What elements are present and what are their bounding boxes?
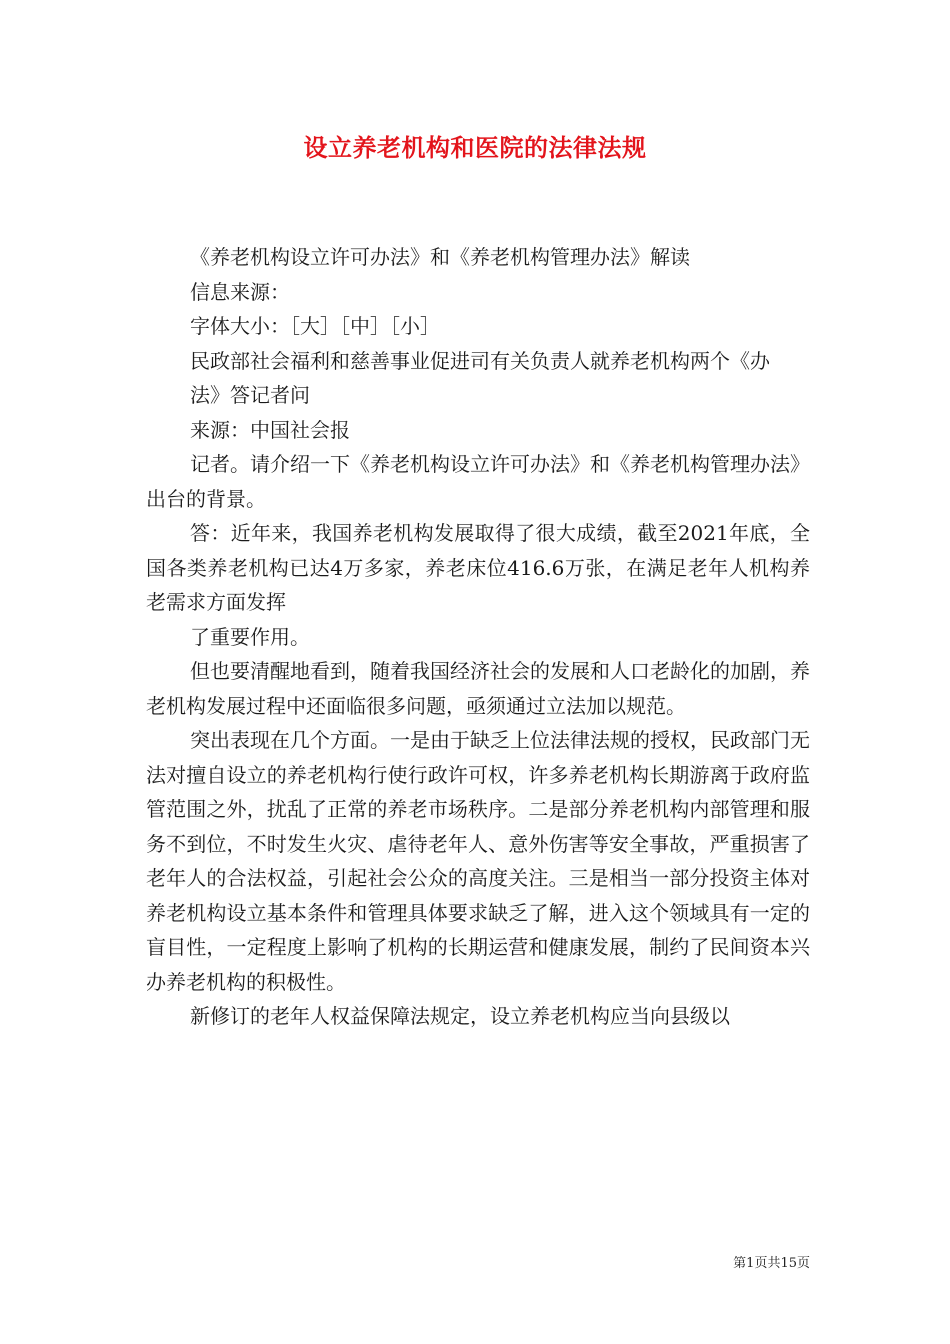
paragraph-problems-detail: 突出表现在几个方面。一是由于缺乏上位法律法规的授权，民政部门无法对擅自设立的养老机构行使行政许可权，许多养老机构长期游离于政府监管范围之外，扰乱了正常的养老市场秩序。二是部分养老机构内部管理和服务不到位，不时发生火灾、虐待老年人、意外伤害等安全事故，严重损害了老年人的合法权益，引起社会公众的高度关注。三是相当一部分投资主体对养老机构设立基本条件和管理具体要求缺乏了解，进入这个领域具有一定的盲目性，一定程度上影响了机构的长期运营和健康发展，制约了民间资本兴办养老机构的积极性。 (146, 728, 810, 994)
paragraph-question: 记者。请介绍一下《养老机构设立许可办法》和《养老机构管理办法》出台的背景。 (146, 452, 810, 511)
paragraph-answer-continuation: 了重要作用。 (190, 624, 310, 649)
paragraph-law: 新修订的老年人权益保障法规定，设立养老机构应当向县级以 (190, 1004, 730, 1028)
paragraph-info-source: 信息来源： (190, 279, 290, 304)
paragraph-answer: 答：近年来，我国养老机构发展取得了很大成绩，截至2021年底，全国各类养老机构已达4万多家，养老床位416.6万张，在满足老年人机构养老需求方面发挥 (146, 521, 810, 614)
document-body (146, 240, 810, 1034)
paragraph-problems-intro: 但也要清醒地看到，随着我国经济社会的发展和人口老龄化的加剧，养老机构发展过程中还面临很多问题，亟须通过立法加以规范。 (146, 659, 810, 718)
document-title: 设立养老机构和医院的法律法规 (303, 133, 647, 162)
paragraph-heading-continuation: 法》答记者问 (190, 383, 310, 407)
paragraph-source: 来源：中国社会报 (190, 417, 350, 442)
paragraph-subtitle: 《养老机构设立许可办法》和《养老机构管理办法》解读 (190, 245, 690, 269)
page-number: 第1页共15页 (733, 1256, 810, 1271)
paragraph-heading-line: 民政部社会福利和慈善事业促进司有关负责人就养老机构两个《办 (190, 348, 770, 373)
paragraph-font-size: 字体大小：［大］［中］［小］ (190, 314, 440, 338)
